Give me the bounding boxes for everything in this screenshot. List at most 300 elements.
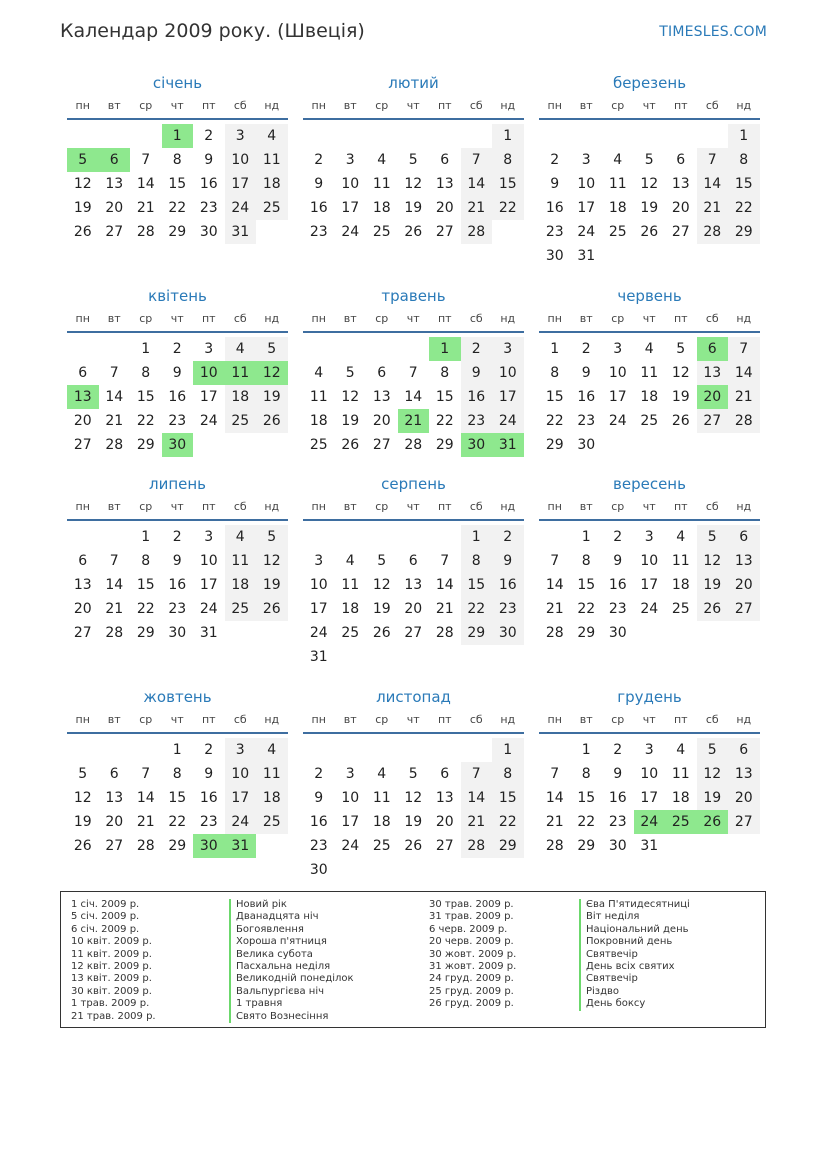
day-cell: 22 xyxy=(168,200,187,216)
holiday-name: Дванадцята ніч xyxy=(229,911,354,923)
day-cell: 13 xyxy=(728,549,760,573)
day-cell: 22 xyxy=(577,814,596,830)
weekday-label: нд xyxy=(736,99,752,112)
day-cell: 17 xyxy=(640,790,659,806)
day-cell: 21 xyxy=(461,810,493,834)
weekday-label: чт xyxy=(170,500,184,513)
day-cell: 12 xyxy=(256,549,288,573)
day-cell: 13 xyxy=(404,577,423,593)
day-cell: 3 xyxy=(644,529,654,545)
day-cell: 30 xyxy=(608,625,627,641)
day-cell: 1 xyxy=(492,738,524,762)
day-cell: 5 xyxy=(408,152,418,168)
day-cell: 17 xyxy=(492,385,524,409)
day-cell: 2 xyxy=(172,341,182,357)
day-cell: 26 xyxy=(404,838,423,854)
month-calendar xyxy=(303,73,524,244)
day-cell: 10 xyxy=(577,176,596,192)
day-cell: 15 xyxy=(435,389,454,405)
day-cell: 10 xyxy=(640,553,659,569)
holiday-day-cell: 21 xyxy=(398,409,430,433)
month-calendar xyxy=(539,73,760,268)
day-cell: 8 xyxy=(492,762,524,786)
day-cell: 27 xyxy=(435,838,454,854)
day-cell: 3 xyxy=(314,553,324,569)
day-cell: 17 xyxy=(640,577,659,593)
holiday-day-cell: 30 xyxy=(193,834,225,858)
day-grid xyxy=(67,738,288,858)
day-cell: 19 xyxy=(256,385,288,409)
day-cell: 2 xyxy=(461,337,493,361)
weekday-label: сб xyxy=(705,713,719,726)
day-cell: 10 xyxy=(225,762,257,786)
empty-cell xyxy=(539,525,571,549)
empty-cell xyxy=(539,738,571,762)
day-cell: 8 xyxy=(492,148,524,172)
weekday-header xyxy=(67,712,288,734)
day-cell: 9 xyxy=(172,553,182,569)
day-cell: 4 xyxy=(225,337,257,361)
day-cell: 1 xyxy=(581,529,591,545)
day-cell: 24 xyxy=(199,601,218,617)
day-cell: 15 xyxy=(461,573,493,597)
holiday-day-cell: 30 xyxy=(162,433,194,457)
day-cell: 29 xyxy=(136,625,155,641)
day-cell: 2 xyxy=(314,766,324,782)
weekday-header xyxy=(539,712,760,734)
weekday-label: ср xyxy=(611,500,625,513)
day-cell: 18 xyxy=(372,200,391,216)
day-cell: 23 xyxy=(309,838,328,854)
day-cell: 5 xyxy=(256,525,288,549)
day-cell: 4 xyxy=(377,152,387,168)
weekday-label: пн xyxy=(75,312,90,325)
weekday-label: нд xyxy=(736,500,752,513)
day-cell: 26 xyxy=(256,409,288,433)
day-cell: 8 xyxy=(581,553,591,569)
weekday-label: пн xyxy=(547,713,562,726)
day-cell: 23 xyxy=(492,597,524,621)
day-cell: 18 xyxy=(341,601,360,617)
day-cell: 25 xyxy=(671,601,690,617)
holiday-name: Хороша п'ятниця xyxy=(229,936,354,948)
day-cell: 1 xyxy=(172,742,182,758)
day-cell: 14 xyxy=(545,577,564,593)
weekday-label: вт xyxy=(579,713,593,726)
day-cell: 12 xyxy=(73,176,92,192)
day-cell: 15 xyxy=(168,790,187,806)
brand-link[interactable]: TIMESLES.COM xyxy=(659,24,767,40)
day-cell: 18 xyxy=(256,786,288,810)
day-cell: 31 xyxy=(577,248,596,264)
holiday-name: Святвечір xyxy=(579,949,690,961)
day-cell: 10 xyxy=(341,176,360,192)
holiday-name: Свято Вознесіння xyxy=(229,1011,354,1023)
day-cell: 16 xyxy=(461,385,493,409)
day-cell: 20 xyxy=(435,200,454,216)
weekday-label: сб xyxy=(705,99,719,112)
empty-cell xyxy=(67,525,99,549)
empty-cell xyxy=(67,738,99,762)
day-cell: 14 xyxy=(461,786,493,810)
holiday-date: 30 квіт. 2009 р. xyxy=(71,985,152,997)
day-cell: 19 xyxy=(640,200,659,216)
weekday-label: вт xyxy=(343,713,357,726)
day-cell: 29 xyxy=(577,838,596,854)
weekday-label: нд xyxy=(736,713,752,726)
weekday-label: пт xyxy=(201,99,216,112)
weekday-label: пт xyxy=(437,99,452,112)
day-cell: 26 xyxy=(256,597,288,621)
weekday-label: вт xyxy=(107,99,121,112)
day-cell: 14 xyxy=(435,577,454,593)
day-cell: 9 xyxy=(172,365,182,381)
day-cell: 19 xyxy=(73,814,92,830)
weekday-label: сб xyxy=(233,312,247,325)
holiday-date: 12 квіт. 2009 р. xyxy=(71,960,152,972)
weekday-label: вт xyxy=(107,312,121,325)
weekday-header xyxy=(67,499,288,521)
empty-cell xyxy=(602,124,634,148)
weekday-label: пн xyxy=(311,713,326,726)
day-cell: 8 xyxy=(581,766,591,782)
day-cell: 11 xyxy=(256,762,288,786)
day-cell: 29 xyxy=(492,834,524,858)
weekday-label: пн xyxy=(547,500,562,513)
day-cell: 12 xyxy=(341,389,360,405)
day-cell: 29 xyxy=(545,437,564,453)
day-cell: 30 xyxy=(492,621,524,645)
day-cell: 14 xyxy=(545,790,564,806)
day-cell: 12 xyxy=(73,790,92,806)
day-cell: 12 xyxy=(671,365,690,381)
month-calendar xyxy=(539,687,760,858)
day-cell: 5 xyxy=(697,525,729,549)
day-cell: 30 xyxy=(309,862,328,878)
day-cell: 9 xyxy=(613,553,623,569)
day-cell: 1 xyxy=(728,124,760,148)
day-cell: 10 xyxy=(640,766,659,782)
weekday-label: ср xyxy=(139,500,153,513)
day-cell: 27 xyxy=(372,437,391,453)
day-cell: 4 xyxy=(377,766,387,782)
month-calendar xyxy=(67,687,288,858)
weekday-label: пт xyxy=(673,500,688,513)
day-cell: 1 xyxy=(141,529,151,545)
empty-cell xyxy=(67,337,99,361)
day-cell: 15 xyxy=(136,577,155,593)
day-cell: 23 xyxy=(168,413,187,429)
day-cell: 7 xyxy=(697,148,729,172)
day-cell: 31 xyxy=(199,625,218,641)
day-cell: 3 xyxy=(204,529,214,545)
empty-cell xyxy=(303,124,335,148)
day-cell: 29 xyxy=(577,625,596,641)
day-cell: 16 xyxy=(168,577,187,593)
day-cell: 20 xyxy=(435,814,454,830)
holiday-name: День всіх святих xyxy=(579,961,690,973)
weekday-label: сб xyxy=(233,99,247,112)
weekday-label: пт xyxy=(673,713,688,726)
day-cell: 2 xyxy=(613,529,623,545)
weekday-label: чт xyxy=(406,99,420,112)
weekday-label: сб xyxy=(469,713,483,726)
day-cell: 28 xyxy=(545,625,564,641)
weekday-label: вт xyxy=(107,713,121,726)
weekday-label: пт xyxy=(673,312,688,325)
day-cell: 29 xyxy=(461,621,493,645)
day-cell: 22 xyxy=(577,601,596,617)
day-grid xyxy=(303,738,524,882)
day-cell: 26 xyxy=(372,625,391,641)
day-cell: 24 xyxy=(341,224,360,240)
weekday-label: чт xyxy=(170,713,184,726)
weekday-header xyxy=(303,98,524,120)
empty-cell xyxy=(335,525,367,549)
day-cell: 6 xyxy=(440,766,450,782)
day-cell: 1 xyxy=(581,742,591,758)
weekday-label: ср xyxy=(611,312,625,325)
day-grid xyxy=(67,525,288,645)
day-grid xyxy=(539,738,760,858)
weekday-label: вт xyxy=(343,500,357,513)
day-cell: 25 xyxy=(341,625,360,641)
holiday-names-left xyxy=(229,899,354,1023)
day-cell: 18 xyxy=(256,172,288,196)
day-cell: 12 xyxy=(404,790,423,806)
day-cell: 9 xyxy=(550,176,560,192)
day-cell: 16 xyxy=(492,573,524,597)
empty-cell xyxy=(99,738,131,762)
day-cell: 31 xyxy=(309,649,328,665)
day-cell: 31 xyxy=(225,220,257,244)
day-cell: 28 xyxy=(105,437,124,453)
day-cell: 19 xyxy=(404,200,423,216)
month-name: вересень xyxy=(613,475,686,493)
holiday-name: Богоявлення xyxy=(229,924,354,936)
day-cell: 7 xyxy=(109,365,119,381)
weekday-label: ср xyxy=(375,312,389,325)
weekday-label: вт xyxy=(343,312,357,325)
day-cell: 13 xyxy=(728,762,760,786)
day-cell: 8 xyxy=(141,553,151,569)
weekday-label: пн xyxy=(547,312,562,325)
empty-cell xyxy=(461,738,493,762)
month-name: грудень xyxy=(617,688,682,706)
day-grid xyxy=(67,124,288,244)
holiday-name: День боксу xyxy=(579,998,690,1010)
day-cell: 22 xyxy=(435,413,454,429)
holiday-date: 24 груд. 2009 р. xyxy=(429,973,514,985)
holiday-day-cell: 25 xyxy=(665,810,697,834)
holiday-day-cell: 30 xyxy=(461,433,493,457)
holiday-day-cell: 11 xyxy=(225,361,257,385)
day-cell: 11 xyxy=(608,176,627,192)
weekday-label: пт xyxy=(201,713,216,726)
day-cell: 15 xyxy=(545,389,564,405)
day-cell: 24 xyxy=(199,413,218,429)
empty-cell xyxy=(335,124,367,148)
day-cell: 23 xyxy=(168,601,187,617)
day-cell: 28 xyxy=(728,409,760,433)
day-cell: 30 xyxy=(577,437,596,453)
month-name: листопад xyxy=(376,688,451,706)
day-cell: 25 xyxy=(640,413,659,429)
day-cell: 20 xyxy=(105,200,124,216)
day-cell: 29 xyxy=(435,437,454,453)
day-cell: 20 xyxy=(105,814,124,830)
day-cell: 31 xyxy=(640,838,659,854)
day-cell: 6 xyxy=(78,553,88,569)
day-cell: 7 xyxy=(550,766,560,782)
day-cell: 2 xyxy=(204,128,214,144)
day-cell: 3 xyxy=(345,766,355,782)
day-cell: 8 xyxy=(440,365,450,381)
day-cell: 22 xyxy=(545,413,564,429)
holiday-day-cell: 13 xyxy=(67,385,99,409)
day-cell: 22 xyxy=(136,601,155,617)
day-cell: 21 xyxy=(105,601,124,617)
month-name: березень xyxy=(612,74,687,92)
day-cell: 16 xyxy=(608,790,627,806)
day-cell: 29 xyxy=(168,224,187,240)
day-cell: 4 xyxy=(225,525,257,549)
day-cell: 2 xyxy=(613,742,623,758)
day-cell: 11 xyxy=(341,577,360,593)
holiday-legend xyxy=(60,891,766,1028)
day-cell: 21 xyxy=(105,413,124,429)
day-cell: 24 xyxy=(640,601,659,617)
day-cell: 17 xyxy=(608,389,627,405)
weekday-label: сб xyxy=(233,713,247,726)
day-cell: 19 xyxy=(404,814,423,830)
weekday-label: ср xyxy=(375,713,389,726)
day-cell: 17 xyxy=(341,200,360,216)
day-cell: 14 xyxy=(136,176,155,192)
day-cell: 11 xyxy=(225,549,257,573)
empty-cell xyxy=(303,337,335,361)
day-cell: 15 xyxy=(492,172,524,196)
day-cell: 2 xyxy=(314,152,324,168)
day-cell: 25 xyxy=(225,597,257,621)
empty-cell xyxy=(335,738,367,762)
day-cell: 9 xyxy=(581,365,591,381)
holiday-name: 1 травня xyxy=(229,998,354,1010)
day-cell: 28 xyxy=(697,220,729,244)
day-cell: 13 xyxy=(73,577,92,593)
day-cell: 3 xyxy=(613,341,623,357)
day-cell: 9 xyxy=(204,766,214,782)
day-cell: 28 xyxy=(461,834,493,858)
holiday-date: 30 трав. 2009 р. xyxy=(429,899,514,910)
day-cell: 11 xyxy=(372,176,391,192)
empty-cell xyxy=(366,124,398,148)
day-cell: 14 xyxy=(461,172,493,196)
day-cell: 11 xyxy=(256,148,288,172)
day-cell: 10 xyxy=(309,577,328,593)
day-cell: 23 xyxy=(199,200,218,216)
weekday-header xyxy=(303,499,524,521)
weekday-label: ср xyxy=(139,312,153,325)
page-title: Календар 2009 року. (Швеція) xyxy=(60,20,365,42)
day-cell: 21 xyxy=(545,601,564,617)
day-cell: 25 xyxy=(309,437,328,453)
day-cell: 18 xyxy=(225,573,257,597)
day-cell: 27 xyxy=(435,224,454,240)
day-cell: 15 xyxy=(168,176,187,192)
month-name: серпень xyxy=(381,475,446,493)
holiday-dates-right xyxy=(429,899,516,1011)
month-name: травень xyxy=(381,287,446,305)
month-name: квітень xyxy=(148,287,207,305)
day-cell: 13 xyxy=(105,176,124,192)
weekday-label: сб xyxy=(705,500,719,513)
weekday-header xyxy=(539,499,760,521)
day-cell: 8 xyxy=(141,365,151,381)
day-cell: 29 xyxy=(728,220,760,244)
day-cell: 9 xyxy=(461,361,493,385)
holiday-name: Різдво xyxy=(579,986,690,998)
day-cell: 7 xyxy=(461,762,493,786)
day-cell: 15 xyxy=(577,790,596,806)
day-cell: 12 xyxy=(372,577,391,593)
day-cell: 19 xyxy=(697,786,729,810)
day-cell: 2 xyxy=(492,525,524,549)
day-grid xyxy=(67,337,288,457)
day-cell: 28 xyxy=(435,625,454,641)
day-cell: 27 xyxy=(404,625,423,641)
weekday-header xyxy=(539,311,760,333)
day-cell: 8 xyxy=(728,148,760,172)
day-cell: 12 xyxy=(640,176,659,192)
day-cell: 16 xyxy=(608,577,627,593)
weekday-label: пн xyxy=(75,500,90,513)
empty-cell xyxy=(429,738,461,762)
day-cell: 4 xyxy=(676,529,686,545)
empty-cell xyxy=(67,124,99,148)
month-name: липень xyxy=(148,475,207,493)
day-cell: 14 xyxy=(105,389,124,405)
day-cell: 10 xyxy=(608,365,627,381)
holiday-dates-left xyxy=(71,899,156,1023)
day-cell: 24 xyxy=(225,810,257,834)
empty-cell xyxy=(335,337,367,361)
holiday-date: 1 січ. 2009 р. xyxy=(71,899,140,910)
holiday-date: 20 черв. 2009 р. xyxy=(429,936,514,948)
weekday-label: сб xyxy=(469,312,483,325)
day-cell: 6 xyxy=(676,152,686,168)
day-cell: 28 xyxy=(545,838,564,854)
day-cell: 5 xyxy=(78,766,88,782)
day-cell: 14 xyxy=(136,790,155,806)
empty-cell xyxy=(398,738,430,762)
day-cell: 21 xyxy=(545,814,564,830)
weekday-label: нд xyxy=(736,312,752,325)
day-grid xyxy=(539,525,760,645)
day-cell: 7 xyxy=(408,365,418,381)
day-cell: 7 xyxy=(109,553,119,569)
day-cell: 20 xyxy=(372,413,391,429)
weekday-label: пт xyxy=(437,312,452,325)
weekday-header xyxy=(303,712,524,734)
day-cell: 3 xyxy=(644,742,654,758)
weekday-label: нд xyxy=(264,713,280,726)
day-cell: 5 xyxy=(377,553,387,569)
day-cell: 11 xyxy=(640,365,659,381)
day-cell: 18 xyxy=(225,385,257,409)
day-cell: 21 xyxy=(136,814,155,830)
day-cell: 28 xyxy=(136,838,155,854)
